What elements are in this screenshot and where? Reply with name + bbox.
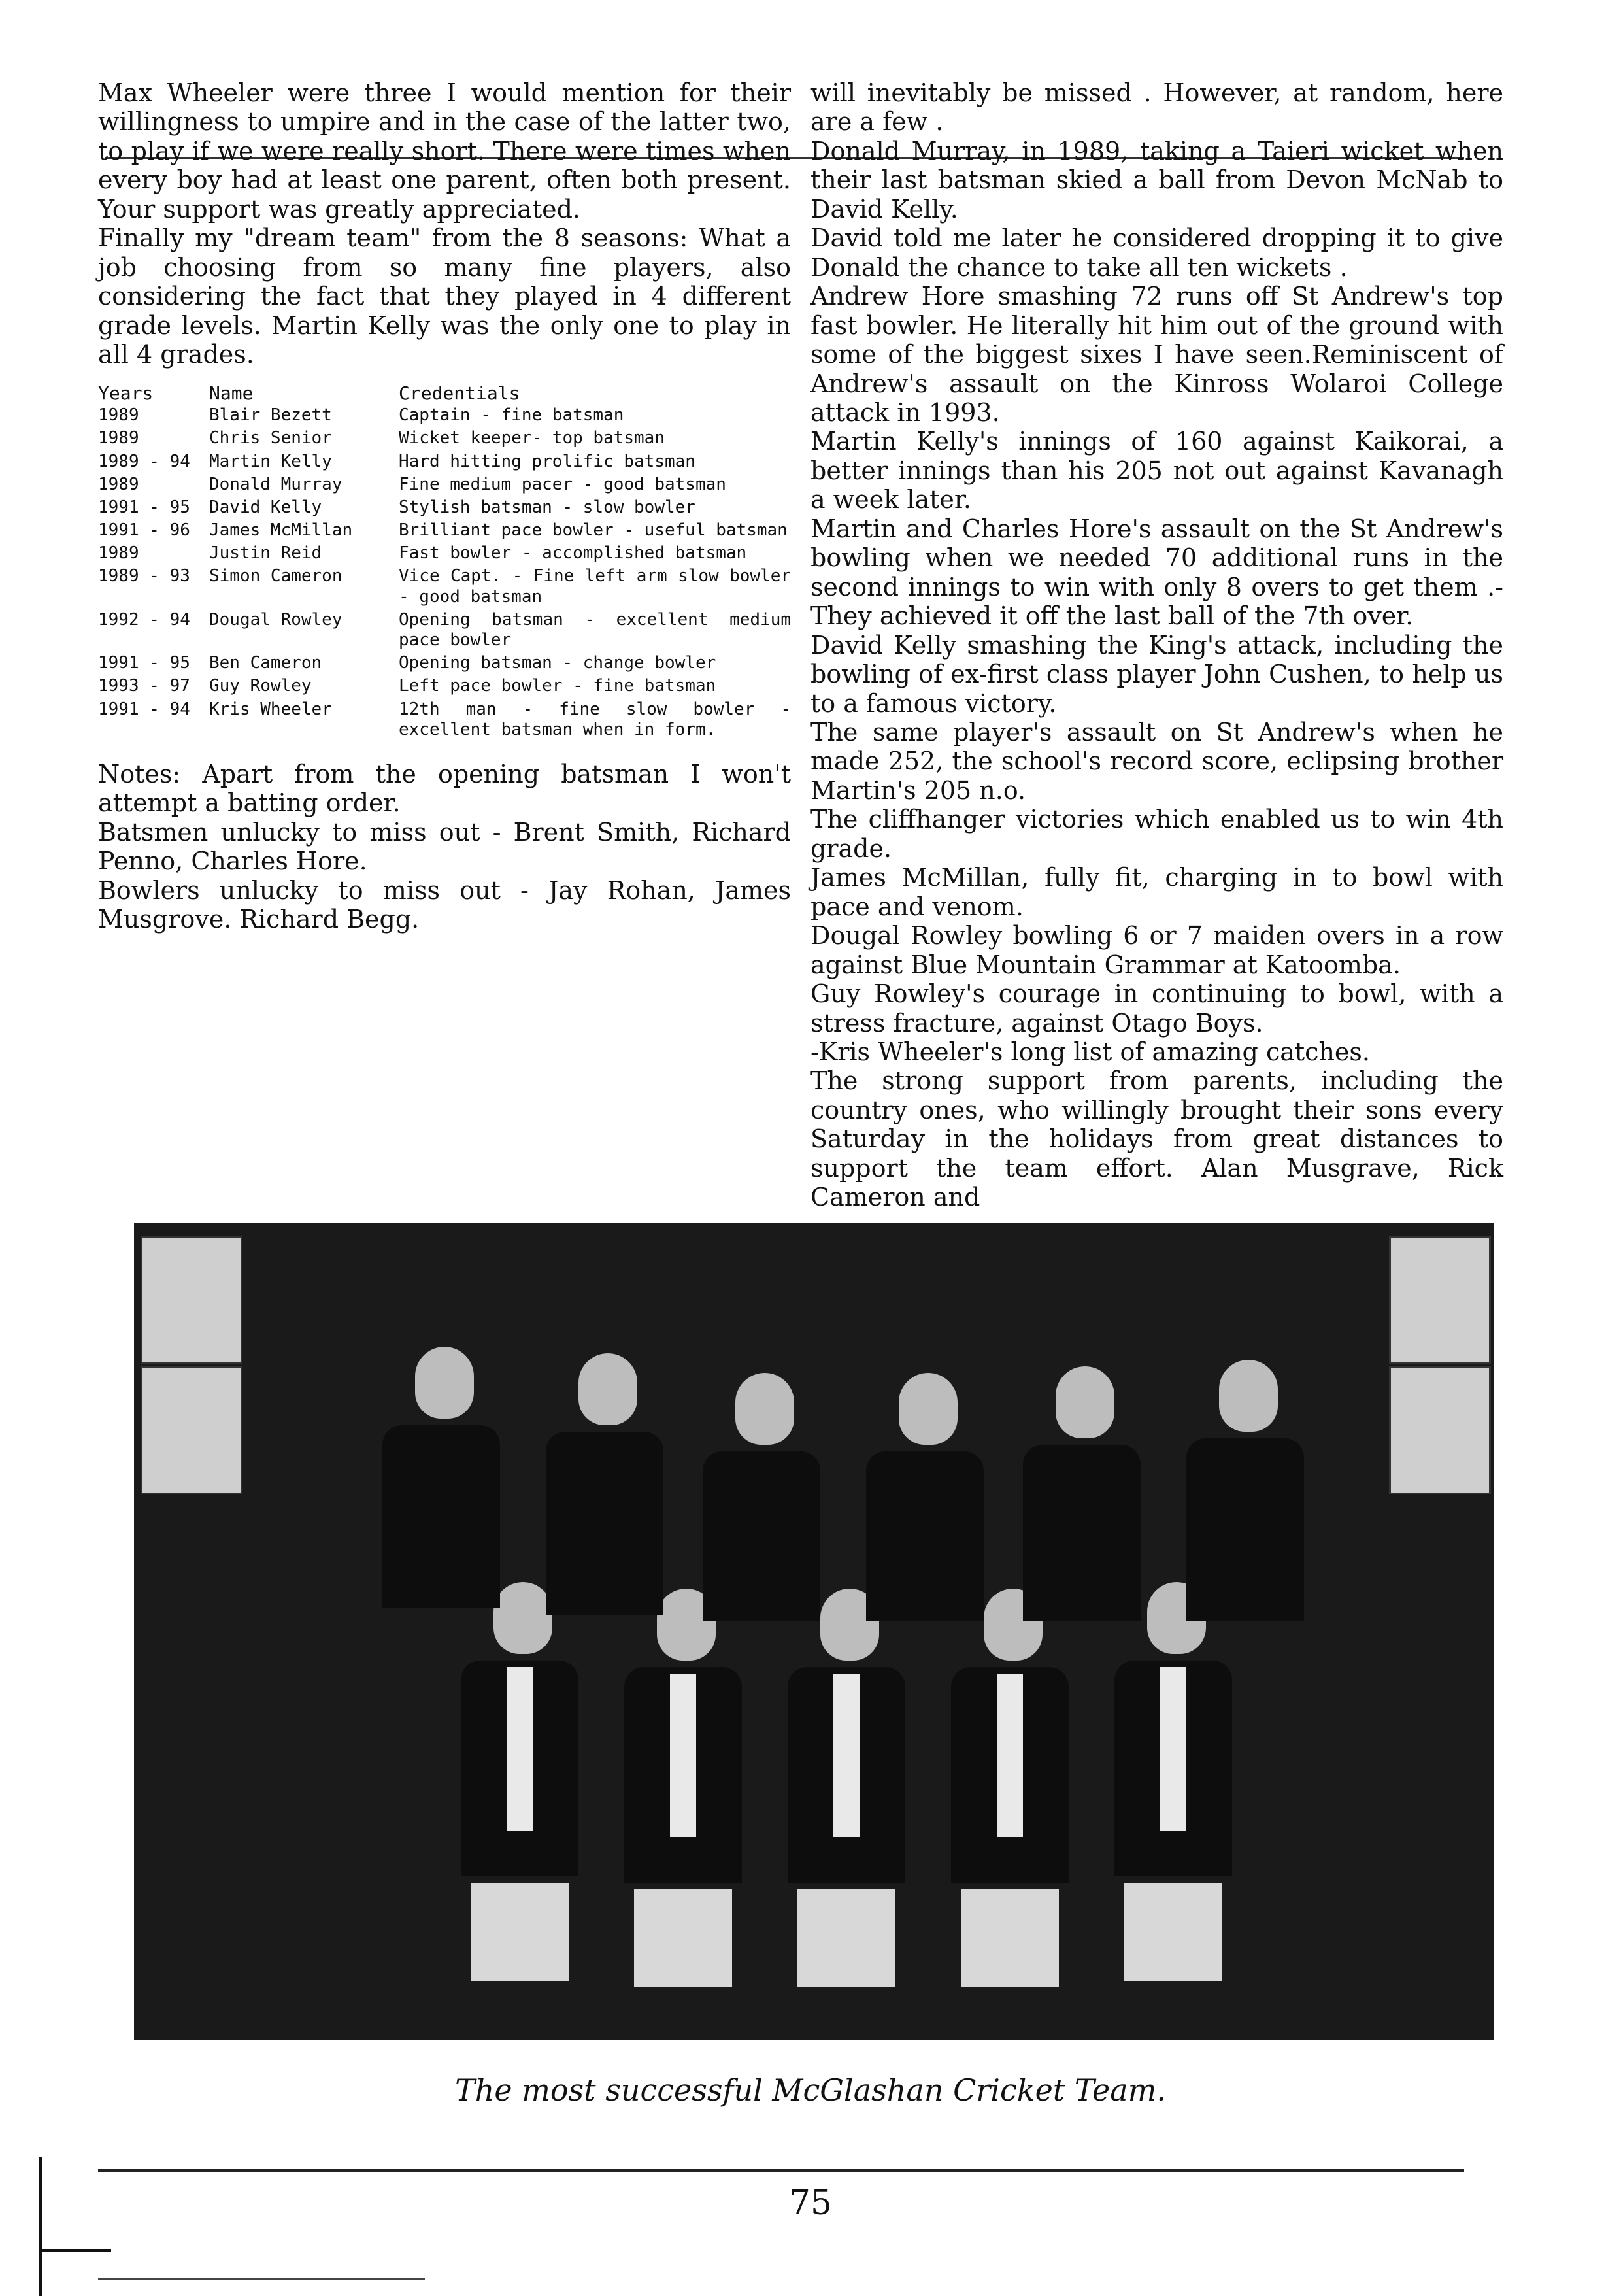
cell-name: Guy Rowley: [209, 676, 312, 696]
player-jacket: [546, 1432, 663, 1615]
paragraph: The same player's assault on St Andrew's when he made 252, the school's record score, eclipsing brother Martin's 205 n.o.: [811, 717, 1503, 805]
header-name: Name: [209, 382, 254, 404]
table-row: [98, 652, 791, 675]
player-trousers: [797, 1889, 895, 1987]
paragraph: Guy Rowley's courage in continuing to bowl, with a stress fracture, against Otago Boys.: [811, 979, 1503, 1038]
cell-credentials: 12th man - fine slow bowler - excellent batsman when in form.: [399, 699, 791, 739]
cell-years: 1989 - 93: [98, 566, 190, 586]
cell-name: James McMillan: [209, 520, 353, 541]
table-row: [98, 404, 791, 427]
paragraph: will inevitably be missed . However, at random, here are a few .: [811, 78, 1503, 137]
team-photo: [134, 1223, 1494, 2040]
player-figure: [1056, 1366, 1114, 1438]
cell-years: 1989 - 94: [98, 451, 190, 471]
player-trousers: [471, 1883, 569, 1981]
cell-credentials: Fine medium pacer - good batsman: [399, 474, 726, 494]
table-row: [98, 698, 791, 741]
cell-credentials: Hard hitting prolific batsman: [399, 451, 695, 471]
cell-name: Kris Wheeler: [209, 699, 332, 719]
paragraph: Max Wheeler were three I would mention for their willingness to umpire and in the case of the latter two, to play if we were really short. There were times when every boy had at least one parent, often both present. Your support was greatly appreciated.: [98, 78, 791, 224]
paragraph: Finally my "dream team" from the 8 seasons: What a job choosing from so many fine players, also considering the fact that they played in 4 different grade levels. Martin Kelly was the only one to play in all 4 grades.: [98, 224, 791, 369]
player-figure: [578, 1353, 637, 1425]
note: Notes: Apart from the opening batsman I won't attempt a batting order.: [98, 759, 791, 818]
cell-years: 1993 - 97: [98, 676, 190, 696]
cell-name: Martin Kelly: [209, 451, 332, 471]
bottom-rule: [98, 2278, 425, 2280]
cell-years: 1991 - 94: [98, 699, 190, 719]
paragraph: Donald Murray, in 1989, taking a Taieri wicket when their last batsman skied a ball from Devon McNab to David Kelly.: [811, 136, 1503, 224]
cell-years: 1989: [98, 474, 139, 494]
cell-credentials: Left pace bowler - fine batsman: [399, 676, 716, 696]
player-figure: [493, 1582, 552, 1654]
header-credentials: Credentials: [399, 382, 520, 404]
player-shirt: [997, 1674, 1023, 1837]
table-row: [98, 542, 791, 565]
table-row: [98, 473, 791, 496]
player-trousers: [961, 1889, 1059, 1987]
cell-name: Donald Murray: [209, 474, 343, 494]
cell-credentials: Wicket keeper- top batsman: [399, 428, 665, 448]
player-jacket: [866, 1451, 984, 1621]
cell-name: Chris Senior: [209, 428, 332, 448]
paragraph: David Kelly smashing the King's attack, including the bowling of ex-first class player John Cushen, to help us to a famous victory.: [811, 630, 1503, 718]
cell-years: 1992 - 94: [98, 609, 190, 630]
cell-name: Simon Cameron: [209, 566, 343, 586]
player-shirt: [833, 1674, 860, 1837]
paragraph: Andrew Hore smashing 72 runs off St Andrew's top fast bowler. He literally hit him out of the ground with some of the biggest sixes I have seen.Reminiscent of Andrew's assault on the Kinross Wolaroi College attack in 1993.: [811, 282, 1503, 427]
paragraph: Martin Kelly's innings of 160 against Kaikorai, a better innings than his 205 not out against Kavanagh a week later.: [811, 427, 1503, 515]
cell-name: Dougal Rowley: [209, 609, 343, 630]
page-number: 75: [788, 2184, 833, 2223]
cell-years: 1991 - 95: [98, 497, 190, 517]
left-column: [811, 78, 1503, 1212]
player-figure: [1219, 1360, 1278, 1432]
table-row: [98, 496, 791, 519]
right-column: [98, 78, 791, 934]
player-trousers: [634, 1889, 732, 1987]
dream-team-table: [98, 382, 791, 741]
corner-mark: [39, 2249, 111, 2252]
inset-portrait: [1389, 1236, 1491, 1364]
player-jacket: [1186, 1438, 1304, 1621]
player-figure: [899, 1373, 958, 1445]
cell-credentials: Opening batsman - change bowler: [399, 653, 716, 673]
cell-credentials: Opening batsman - excellent medium pace bowler: [399, 609, 791, 650]
paragraph: James McMillan, fully fit, charging in to bowl with pace and venom.: [811, 863, 1503, 921]
notes: [98, 760, 791, 934]
paragraph: The strong support from parents, including the country ones, who willingly brought their sons every Saturday in the holidays from great distances to support the team effort. Alan Musgrave, Rick Cameron and: [811, 1066, 1503, 1212]
paragraph: Dougal Rowley bowling 6 or 7 maiden overs in a row against Blue Mountain Grammar at Katoomba.: [811, 921, 1503, 979]
top-rule: [98, 2169, 1464, 2172]
player-jacket: [1023, 1445, 1141, 1621]
photo-caption: The most successful McGlashan Cricket Team.: [455, 2072, 1166, 2108]
note: Bowlers unlucky to miss out - Jay Rohan, James Musgrove. Richard Begg.: [98, 875, 791, 934]
paragraph: David told me later he considered dropping it to give Donald the chance to take all ten wickets .: [811, 224, 1503, 282]
table-row: [98, 427, 791, 450]
cell-name: Blair Bezett: [209, 405, 332, 426]
corner-mark: [39, 2157, 42, 2296]
player-shirt: [1160, 1667, 1186, 1831]
table-row: [98, 675, 791, 698]
cell-name: Ben Cameron: [209, 653, 322, 673]
cell-years: 1989: [98, 405, 139, 426]
player-jacket: [382, 1425, 500, 1608]
cell-name: Justin Reid: [209, 543, 322, 564]
table-row: [98, 565, 791, 608]
cell-credentials: Captain - fine batsman: [399, 405, 624, 426]
table-header: [98, 382, 791, 405]
cell-name: David Kelly: [209, 497, 322, 517]
player-trousers: [1124, 1883, 1222, 1981]
player-figure: [415, 1347, 474, 1419]
cell-years: 1989: [98, 543, 139, 564]
paragraph: The cliffhanger victories which enabled us to win 4th grade.: [811, 805, 1503, 863]
cell-years: 1991 - 95: [98, 653, 190, 673]
cell-credentials: Vice Capt. - Fine left arm slow bowler - good batsman: [399, 566, 791, 607]
player-jacket: [703, 1451, 820, 1621]
paragraph: -Kris Wheeler's long list of amazing catches.: [811, 1037, 1370, 1066]
inset-portrait: [141, 1366, 242, 1494]
player-shirt: [670, 1674, 696, 1837]
inset-portrait: [1389, 1366, 1491, 1494]
cell-years: 1991 - 96: [98, 520, 190, 541]
header-years: Years: [98, 382, 154, 404]
cell-credentials: Stylish batsman - slow bowler: [399, 497, 695, 517]
cell-years: 1989: [98, 428, 139, 448]
cell-credentials: Brilliant pace bowler - useful batsman: [399, 520, 788, 541]
player-figure: [735, 1373, 794, 1445]
table-row: [98, 450, 791, 473]
note: Batsmen unlucky to miss out - Brent Smith, Richard Penno, Charles Hore.: [98, 817, 791, 876]
paragraph: Martin and Charles Hore's assault on the St Andrew's bowling when we needed 70 additional runs in the second innings to win with only 8 overs to get them .- They achieved it off the last ball of the 7th over.: [811, 514, 1503, 631]
table-row: [98, 609, 791, 652]
table-row: [98, 519, 791, 542]
player-shirt: [507, 1667, 533, 1831]
cell-credentials: Fast bowler - accomplished batsman: [399, 543, 747, 564]
inset-portrait: [141, 1236, 242, 1364]
